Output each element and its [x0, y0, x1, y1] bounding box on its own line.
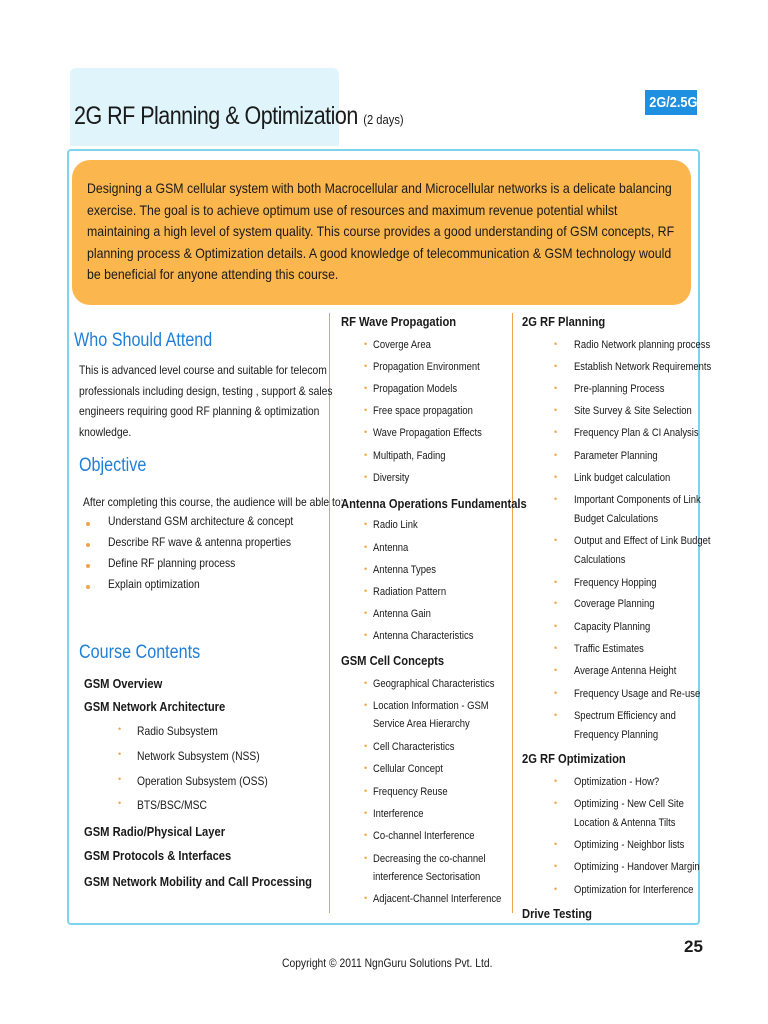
- bullet-icon: •: [118, 774, 122, 784]
- rf-planning-item: Site Survey & Site Selection: [574, 405, 692, 417]
- bullet-icon: •: [364, 678, 368, 688]
- architecture-item: Radio Subsystem: [137, 724, 218, 738]
- cell-concept-item: Service Area Hierarchy: [373, 718, 470, 730]
- course-mobility: GSM Network Mobility and Call Processing: [84, 874, 312, 889]
- rf-optimization-item: Optimizing - Handover Margin: [574, 861, 700, 873]
- who-text: This is advanced level course and suitable for telecom professionals including design, testing , support & sales engineers requiring good RF planning & optimization knowledge.: [79, 363, 333, 439]
- architecture-item: Operation Subsystem (OSS): [137, 774, 268, 788]
- bullet-icon: •: [364, 853, 368, 863]
- antenna-item: Antenna Types: [373, 564, 436, 576]
- column-divider-right: [512, 313, 513, 913]
- bullet-icon: •: [554, 494, 558, 504]
- bullet-icon: •: [118, 749, 122, 759]
- bullet-icon: •: [364, 519, 368, 529]
- bullet-icon: •: [364, 383, 368, 393]
- bullet-icon: •: [364, 763, 368, 773]
- rf-wave-item: Wave Propagation Effects: [373, 427, 482, 439]
- page-number: 25: [684, 937, 703, 956]
- objective-item: Define RF planning process: [108, 556, 236, 570]
- cell-concept-item: interference Sectorisation: [373, 871, 481, 883]
- bullet-icon: •: [364, 564, 368, 574]
- course-radio-layer: GSM Radio/Physical Layer: [84, 824, 226, 839]
- bullet-icon: •: [364, 786, 368, 796]
- intro-box: [72, 160, 691, 305]
- cell-concept-item: Cell Characteristics: [373, 741, 455, 753]
- intro-text: Designing a GSM cellular system with both Macrocellular and Microcellular networks is a delicate balancing exercise. The goal is to achieve optimum use of resources and maximum revenue potential whilst maintaining a high level of system quality. This course provides a good understanding of GSM concepts, RF planning process & Optimization details. A good knowledge of telecommunication & GSM technology would be beneficial for anyone attending this course.: [87, 180, 675, 282]
- rf-planning-item: Establish Network Requirements: [574, 361, 712, 373]
- bullet-icon: •: [364, 700, 368, 710]
- cell-concept-item: Decreasing the co-channel: [373, 853, 486, 865]
- rf-planning-item: Spectrum Efficiency and: [574, 710, 676, 722]
- rf-planning-item: Coverage Planning: [574, 598, 655, 610]
- bullet-icon: •: [554, 535, 558, 545]
- bullet-icon: •: [554, 621, 558, 631]
- bullet-icon: •: [554, 776, 558, 786]
- rf-planning-item: Parameter Planning: [574, 450, 658, 462]
- bullet-icon: •: [364, 542, 368, 552]
- bullet-icon: •: [364, 830, 368, 840]
- antenna-item: Antenna: [373, 542, 409, 554]
- bullet-icon: •: [118, 798, 122, 808]
- bullet-icon: •: [554, 339, 558, 349]
- bullet-icon: •: [554, 688, 558, 698]
- rf-planning-item: Output and Effect of Link Budget: [574, 535, 711, 547]
- rf-planning-item: Average Antenna Height: [574, 665, 677, 677]
- bullet-icon: •: [554, 427, 558, 437]
- bullet-icon: •: [554, 798, 558, 808]
- bullet-icon: •: [118, 724, 122, 734]
- course-protocols: GSM Protocols & Interfaces: [84, 848, 232, 863]
- bullet-icon: •: [364, 450, 368, 460]
- cell-concept-item: Adjacent-Channel Interference: [373, 893, 502, 905]
- bullet-icon: •: [554, 405, 558, 415]
- cell-concept-item: Frequency Reuse: [373, 786, 448, 798]
- bullet-icon: •: [364, 427, 368, 437]
- technology-badge: 2G/2.5G: [645, 90, 697, 115]
- bullet-icon: •: [364, 361, 368, 371]
- objective-item: Explain optimization: [108, 577, 200, 591]
- bullet-icon: •: [364, 808, 368, 818]
- bullet-icon: •: [364, 586, 368, 596]
- bullet-icon: [86, 585, 90, 589]
- bullet-icon: •: [554, 361, 558, 371]
- bullet-icon: [86, 543, 90, 547]
- bullet-icon: •: [554, 383, 558, 393]
- rf-wave-item: Diversity: [373, 472, 410, 484]
- rf-wave-item: Propagation Models: [373, 383, 458, 395]
- bullet-icon: •: [364, 608, 368, 618]
- rf-optimization-heading: 2G RF Optimization: [522, 751, 626, 766]
- objective-item: Describe RF wave & antenna properties: [108, 535, 291, 549]
- bullet-icon: •: [364, 893, 368, 903]
- bullet-icon: •: [554, 839, 558, 849]
- rf-wave-heading: RF Wave Propagation: [341, 314, 457, 329]
- architecture-item: Network Subsystem (NSS): [137, 749, 260, 763]
- objective-heading: Objective: [79, 455, 147, 476]
- rf-planning-item: Capacity Planning: [574, 621, 651, 633]
- bullet-icon: •: [554, 450, 558, 460]
- bullet-icon: •: [364, 472, 368, 482]
- cell-concept-item: Cellular Concept: [373, 763, 443, 775]
- rf-planning-item: Link budget calculation: [574, 472, 671, 484]
- rf-optimization-item: Optimization - How?: [574, 776, 660, 788]
- rf-planning-item: Calculations: [574, 554, 626, 566]
- bullet-icon: •: [554, 861, 558, 871]
- antenna-heading: Antenna Operations Fundamentals: [341, 496, 527, 511]
- antenna-item: Antenna Gain: [373, 608, 431, 620]
- cell-heading: GSM Cell Concepts: [341, 653, 445, 668]
- antenna-item: Radio Link: [373, 519, 418, 531]
- cell-concept-item: Interference: [373, 808, 424, 820]
- cell-concept-item: Location Information - GSM: [373, 700, 489, 712]
- antenna-item: Radiation Pattern: [373, 586, 447, 598]
- rf-planning-item: Traffic Estimates: [574, 643, 644, 655]
- rf-wave-item: Multipath, Fading: [373, 450, 446, 462]
- rf-wave-item: Coverge Area: [373, 339, 431, 351]
- rf-planning-item: Pre-planning Process: [574, 383, 665, 395]
- rf-planning-heading: 2G RF Planning: [522, 314, 606, 329]
- bullet-icon: [86, 522, 90, 526]
- rf-planning-item: Frequency Usage and Re-use: [574, 688, 701, 700]
- bullet-icon: •: [554, 643, 558, 653]
- rf-planning-item: Budget Calculations: [574, 513, 659, 525]
- bullet-icon: •: [364, 741, 368, 751]
- copyright: Copyright © 2011 NgnGuru Solutions Pvt. Ltd.: [282, 956, 493, 970]
- rf-planning-item: Radio Network planning process: [574, 339, 711, 351]
- rf-wave-item: Propagation Environment: [373, 361, 480, 373]
- rf-planning-item: Frequency Plan & CI Analysis: [574, 427, 699, 439]
- drive-testing-heading: Drive Testing: [522, 906, 592, 921]
- objective-item: Understand GSM architecture & concept: [108, 514, 294, 528]
- course-gsm-overview: GSM Overview: [84, 676, 163, 691]
- rf-optimization-item: Location & Antenna Tilts: [574, 817, 676, 829]
- bullet-icon: •: [364, 405, 368, 415]
- course-heading: Course Contents: [79, 642, 201, 663]
- objective-lead: After completing this course, the audience will be able to:: [83, 495, 344, 509]
- rf-wave-item: Free space propagation: [373, 405, 473, 417]
- bullet-icon: •: [364, 630, 368, 640]
- rf-planning-item: Frequency Hopping: [574, 577, 657, 589]
- course-gsm-architecture: GSM Network Architecture: [84, 699, 226, 714]
- bullet-icon: •: [554, 710, 558, 720]
- cell-concept-item: Geographical Characteristics: [373, 678, 495, 690]
- antenna-item: Antenna Characteristics: [373, 630, 474, 642]
- bullet-icon: •: [554, 665, 558, 675]
- cell-concept-item: Co-channel Interference: [373, 830, 475, 842]
- rf-optimization-item: Optimizing - Neighbor lists: [574, 839, 685, 851]
- rf-planning-item: Important Components of Link: [574, 494, 701, 506]
- architecture-item: BTS/BSC/MSC: [137, 798, 207, 812]
- rf-planning-item: Frequency Planning: [574, 729, 659, 741]
- bullet-icon: •: [554, 472, 558, 482]
- who-heading: Who Should Attend: [74, 330, 213, 351]
- bullet-icon: •: [554, 577, 558, 587]
- bullet-icon: •: [554, 598, 558, 608]
- rf-optimization-item: Optimization for Interference: [574, 884, 694, 896]
- rf-optimization-item: Optimizing - New Cell Site: [574, 798, 684, 810]
- bullet-icon: [86, 564, 90, 568]
- page-title: 2G RF Planning & Optimization (2 days): [74, 102, 404, 130]
- bullet-icon: •: [554, 884, 558, 894]
- bullet-icon: •: [364, 339, 368, 349]
- duration-label: (2 days): [363, 112, 404, 127]
